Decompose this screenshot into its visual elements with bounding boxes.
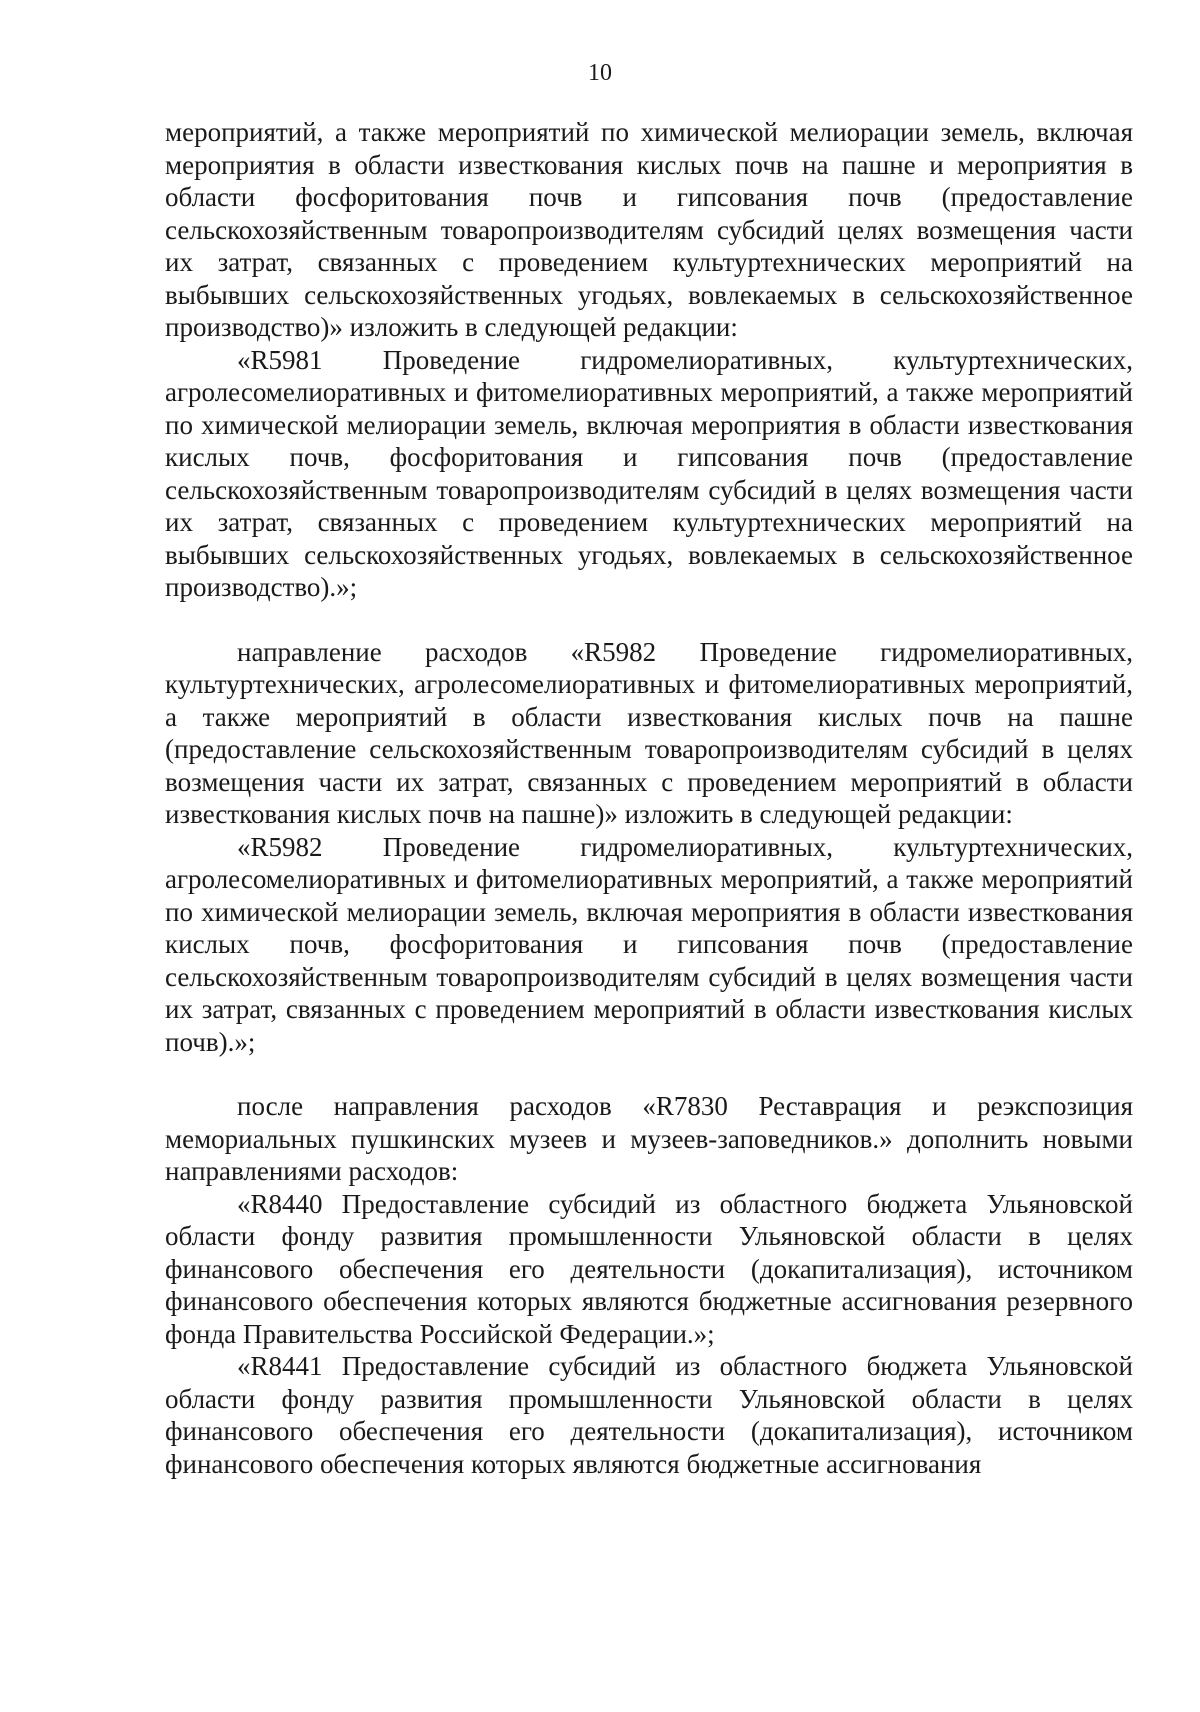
page-number: 10 bbox=[588, 60, 612, 86]
paragraph-r5982-new: «R5982 Проведение гидромелиоративных, культуртехнических, агролесомелиоративных и фитомелиоративных мероприятий, а также мероприятий по химической мелиорации земель, включая мероприятия в области известкования кислых почв, фосфоритования и гипсования почв (предоставление сельскохозяйственным товаропроизводителям субсидий в целях возмещения части их затрат, связанных с проведением мероприятий в области известкования кислых почв).»; bbox=[165, 831, 1133, 1057]
paragraph-r8440: «R8440 Предоставление субсидий из областного бюджета Ульяновской области фонду развития промышленности Ульяновской области в целях финансового обеспечения его деятельности (докапитализация), источником финансового обеспечения которых являются бюджетные ассигнования резервного фонда Правительства Российской Федерации.»; bbox=[165, 1188, 1133, 1349]
paragraph-r8441: «R8441 Предоставление субсидий из областного бюджета Ульяновской области фонду развития промышленности Ульяновской области в целях финансового обеспечения его деятельности (докапитализация), источником финансового обеспечения которых являются бюджетные ассигнования bbox=[165, 1351, 1133, 1479]
document-body bbox=[165, 116, 1133, 1480]
paragraph-r5982-old: направление расходов «R5982 Проведение гидромелиоративных, культуртехнических, агролесомелиоративных и фитомелиоративных мероприятий, а также мероприятий в области известкования кислых почв на пашне (предоставление сельскохозяйственным товаропроизводителям субсидий в целях возмещения части их затрат, связанных с проведением мероприятий в области известкования кислых почв на пашне)» изложить в следующей редакции: bbox=[165, 636, 1133, 829]
paragraph-r7830-addition: после направления расходов «R7830 Реставрация и реэкспозиция мемориальных пушкинских музеев и музеев-заповедников.» дополнить новыми направлениями расходов: bbox=[165, 1091, 1133, 1186]
paragraph-r5981: «R5981 Проведение гидромелиоративных, культуртехнических, агролесомелиоративных и фитомелиоративных мероприятий, а также мероприятий по химической мелиорации земель, включая мероприятия в области известкования кислых почв, фосфоритования и гипсования почв (предоставление сельскохозяйственным товаропроизводителям субсидий в целях возмещения части их затрат, связанных с проведением культуртехнических мероприятий на выбывших сельскохозяйственных угодьях, вовлекаемых в сельскохозяйственное производство).»; bbox=[165, 344, 1133, 602]
paragraph-intro-continuation: мероприятий, а также мероприятий по химической мелиорации земель, включая мероприятия в области известкования кислых почв на пашне и мероприятия в области фосфоритования почв и гипсования почв (предоставление сельскохозяйственным товаропроизводителям субсидий целях возмещения части их затрат, связанных с проведением культуртехнических мероприятий на выбывших сельскохозяйственных угодьях, вовлекаемых в сельскохозяйственное производство)» изложить в следующей редакции: bbox=[165, 117, 1133, 342]
